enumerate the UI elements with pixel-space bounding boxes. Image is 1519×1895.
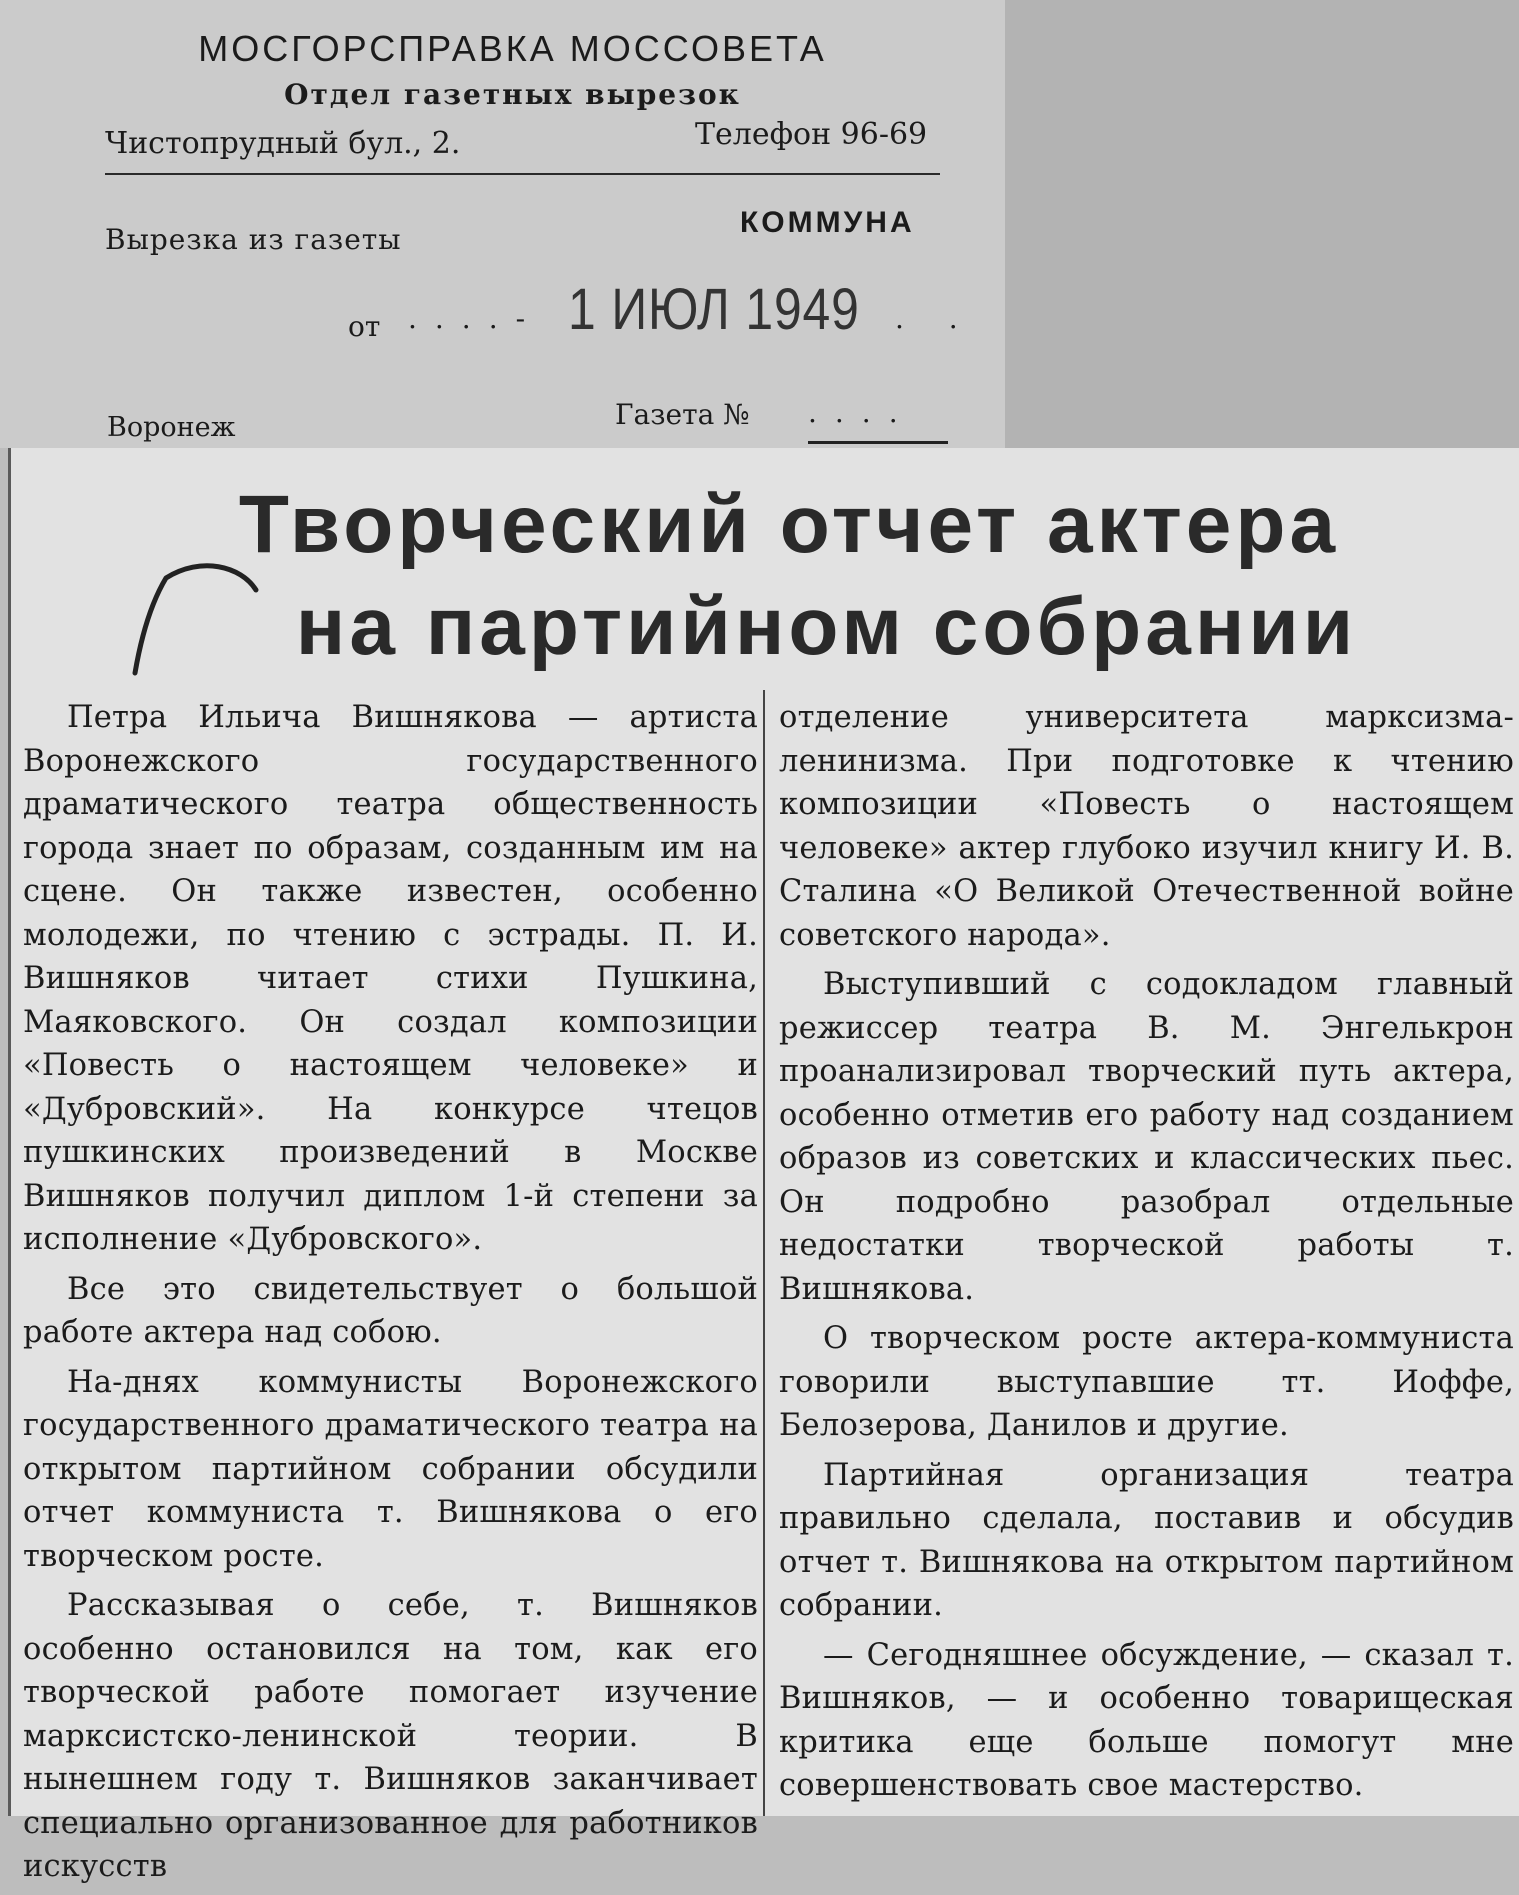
agency-name: МОСГОРСПРАВКА МОССОВЕТА — [198, 28, 827, 69]
background-paper — [1005, 0, 1519, 448]
paragraph: Петра Ильича Вишнякова — артиста Воронежского государственного драматического театра общественность города знает по образам, созданным им на сцене. Он также известен, особенно молодежи, по чтению с эстрады. П. И. Вишняков читает стихи Пушкина, Маяковского. Он создал композиции «Повесть о настоящем человеке» и «Дубровский». На конкурсе чтецов пушкинских произведений в Москве Вишняков получил диплом 1-й степени за исполнение «Дубровского». — [23, 700, 758, 1257]
article-column-left — [23, 696, 758, 1895]
headline-line-1: Творческий отчет актера — [238, 479, 1340, 570]
newspaper-clipping — [8, 448, 1519, 1884]
address: Чистопрудный бул., 2. — [105, 126, 461, 161]
clipping-header-slip — [0, 0, 1005, 448]
date-stamp: 1 ИЮЛ 1949 — [568, 277, 860, 342]
date-dots-trailing: . . — [895, 302, 976, 335]
department-name: Отдел газетных вырезок — [284, 78, 741, 111]
date-dots: ....- — [408, 302, 544, 335]
pencil-mark-icon — [121, 548, 271, 678]
date-label: от — [348, 310, 381, 343]
paragraph: отделение университета марксизма-ленинизма. При подготовке к чтению композиции «Повесть о настоящем человеке» актер глубоко изучил книгу И. В. Сталина «О Великой Отечественной войне советского народа». — [779, 700, 1514, 953]
paragraph: Выступивший с содокладом главный режиссер театра В. М. Энгелькрон проанализировал творческий путь актера, особенно отметив его работу над созданием образов из советских и классических пьес. Он подробно разобрал отдельные недостатки творческой работы т. Вишнякова. — [779, 967, 1514, 1307]
article-column-right — [779, 696, 1514, 1814]
issue-label: Газета № — [615, 398, 750, 431]
clip-label: Вырезка из газеты — [105, 223, 402, 256]
city-name: Воронеж — [107, 412, 236, 443]
paragraph: На-днях коммунисты Воронежского государственного драматического театра на открытом партийном собрании обсудили отчет коммуниста т. Вишнякова о его творческом росте. — [23, 1364, 758, 1574]
headline-line-2: на партийном собрании — [295, 581, 1358, 672]
paragraph: Все это свидетельствует о большой работе актера над собою. — [23, 1271, 758, 1350]
issue-underline — [808, 441, 948, 444]
paragraph: О творческом росте актера-коммуниста говорили выступавшие тт. Иоффе, Белозерова, Данилов и другие. — [779, 1321, 1514, 1443]
header-divider — [105, 173, 940, 175]
paragraph: — Сегодняшнее обсуждение, — сказал т. Вишняков, — и особенно товарищеская критика еще больше помогут мне совершенствовать свое мастерство. — [779, 1637, 1514, 1803]
paragraph: Рассказывая о себе, т. Вишняков особенно остановился на том, как его творческой работе помогает изучение марксистско-ленинской теории. В нынешнем году т. Вишняков заканчивает специально организованное для работников искусств — [23, 1588, 758, 1884]
newspaper-name: КОММУНА — [740, 206, 915, 239]
column-divider — [763, 690, 765, 1816]
phone-number: Телефон 96-69 — [695, 117, 928, 152]
paragraph: Партийная организация театра правильно сделала, поставив и обсудив отчет т. Вишнякова на открытом партийном собрании. — [779, 1457, 1514, 1623]
issue-dots: .... — [808, 396, 916, 429]
